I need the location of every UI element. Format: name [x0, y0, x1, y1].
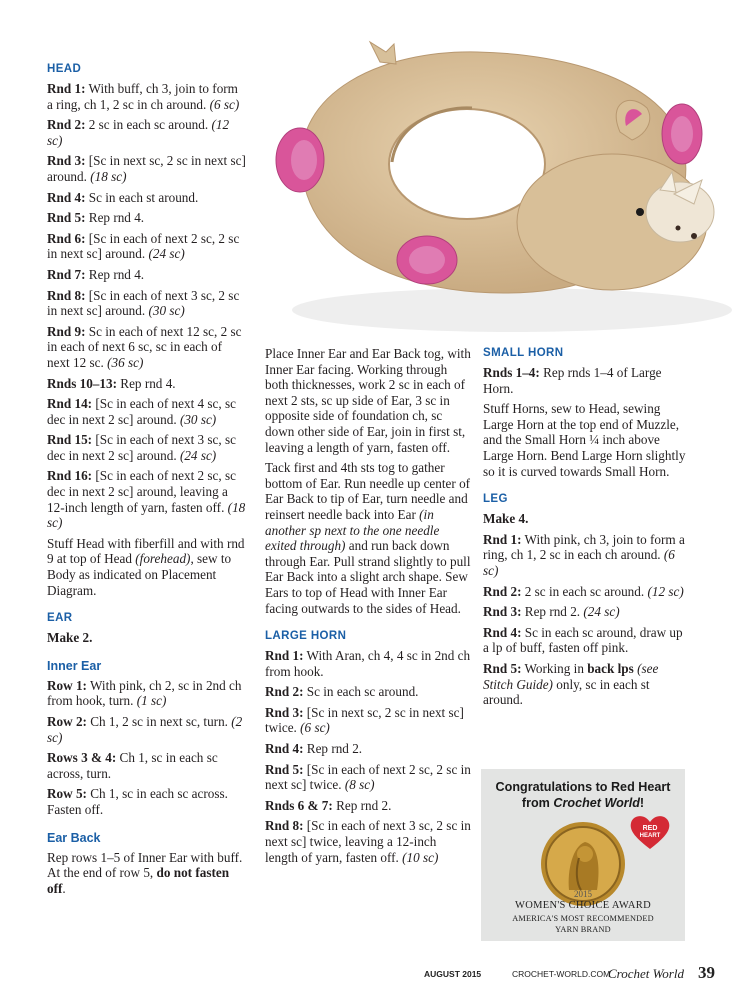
award-line-1: AMERICA'S MOST RECOMMENDED: [512, 914, 654, 923]
head-rnd-4: Rnd 4: Sc in each st around.: [47, 189, 199, 205]
inner-ear-row-2: Row 2: Ch 1, 2 sc in next sc, turn. (2 sc): [47, 714, 243, 745]
head-rnd-7: Rnd 7: Rep rnd 4.: [47, 266, 145, 282]
head-rnd-16: Rnd 16: [Sc in each of next 2 sc, sc dec in next 2 sc] around, leaving a 12-inch length of yarn, fasten off. (18 sc): [47, 468, 246, 531]
red-heart-logo-icon: [629, 813, 671, 851]
award-line-2: YARN BRAND: [555, 925, 611, 934]
section-heading-ear: EAR: [47, 612, 73, 625]
ear-place-instructions: Place Inner Ear and Ear Back tog, with Inner Ear facing. Working through both thicknesses, work 2 sc in each of next 2 sts, sc up side of Ear, 3 sc in opposite side of foundation ch, sc down other side of Ear, join in first st, leaving a length of yarn, fasten off.: [265, 346, 471, 455]
svg-text:HEART: HEART: [639, 833, 661, 839]
large-horn-rnd-5: Rnd 5: [Sc in each of next 2 sc, 2 sc in next sc] twice. (8 sc): [265, 761, 471, 793]
section-heading-leg: LEG: [483, 493, 508, 506]
crochet-rhino-ring-photo: [262, 22, 750, 340]
head-rnd-1: Rnd 1: With buff, ch 3, join to form a ring, ch 1, 2 sc in ch around. (6 sc): [47, 81, 240, 112]
large-horn-rnd-8: Rnd 8: [Sc in each of next 3 sc, 2 sc in next sc] twice, leaving a 12-inch length of yarn, fasten off. (10 sc): [265, 818, 471, 865]
footer-site: CROCHET-WORLD.COM: [512, 969, 611, 979]
column-left: [47, 62, 247, 901]
inner-ear-row-1: Row 1: With pink, ch 2, sc in 2nd ch from hook, turn. (1 sc): [47, 677, 242, 709]
head-rnd-3: Rnd 3: [Sc in next sc, 2 sc in next sc] around. (18 sc): [47, 153, 246, 184]
column-right: [483, 346, 691, 713]
head-rnd-5: Rnd 5: Rep rnd 4.: [47, 210, 145, 226]
leg-rnd-1: Rnd 1: With pink, ch 3, join to form a ring, ch 1, 2 sc in each ch around. (6 sc): [483, 531, 685, 578]
page-footer: [0, 963, 750, 986]
award-advertisement: [481, 769, 685, 941]
head-rnd-15: Rnd 15: [Sc in each of next 3 sc, sc dec in next 2 sc] around. (24 sc): [47, 432, 236, 463]
large-horn-rnd-3: Rnd 3: [Sc in next sc, 2 sc in next sc] twice. (6 sc): [265, 704, 464, 736]
large-horn-rnds-6-7: Rnds 6 & 7: Rep rnd 2.: [265, 797, 392, 813]
svg-text:RED: RED: [642, 825, 658, 832]
column-middle: [265, 346, 471, 870]
section-heading-small-horn: SMALL HORN: [483, 347, 564, 359]
subheading-ear-back: Ear Back: [47, 830, 101, 845]
award-year: 2015: [574, 889, 592, 899]
ear-make: Make 2.: [47, 630, 93, 646]
leg-rnd-4: Rnd 4: Sc in each sc around, draw up a lp of buff, fasten off pink.: [483, 624, 683, 656]
head-rnds-10-13: Rnds 10–13: Rep rnd 4.: [47, 375, 176, 391]
head-rnd-9: Rnd 9: Sc in each of next 12 sc, 2 sc in each of next 6 sc, sc in each of next 12 sc. (36 sc): [47, 323, 242, 370]
leg-rnd-2: Rnd 2: 2 sc in each sc around. (12 sc): [483, 583, 684, 599]
head-rnd-8: Rnd 8: [Sc in each of next 3 sc, 2 sc in next sc] around. (30 sc): [47, 287, 240, 319]
footer-date: AUGUST 2015: [424, 969, 482, 979]
large-horn-rnd-2: Rnd 2: Sc in each sc around.: [265, 684, 419, 700]
page-number: 39: [698, 963, 715, 982]
large-horn-rnd-4: Rnd 4: Rep rnd 2.: [265, 741, 363, 757]
ear-back-text: Rep rows 1–5 of Inner Ear with buff. At the end of row 5, do not fasten off.: [47, 849, 243, 896]
small-horn-rnds-1-4: Rnds 1–4: Rep rnds 1–4 of Large Horn.: [483, 365, 662, 396]
ear-tack-instructions: Tack first and 4th sts tog to gather bottom of Ear. Run needle up center of Ear Back to tip of Ear, turn needle and reinsert needle back into Ear (in another sp next to the one needle exited through) and run back down through Ear. Pull strand slightly to pull Ear Back into a slight arch shape. Sew Ears to top of Head with Inner Ear facing outwards to the sides of Head.: [265, 460, 471, 616]
subheading-inner-ear: Inner Ear: [47, 658, 102, 673]
inner-ear-rows-3-4: Rows 3 & 4: Ch 1, sc in each sc across, turn.: [47, 750, 218, 781]
head-stuff-instructions: Stuff Head with fiberfill and with rnd 9 at top of Head (forehead), sew to Body as indicated on Placement Diagram.: [47, 535, 245, 598]
award-name: WOMEN'S CHOICE AWARD: [515, 900, 651, 911]
inner-ear-row-5: Row 5: Ch 1, sc in each sc across. Fasten off.: [47, 786, 228, 817]
section-heading-head: HEAD: [47, 63, 82, 75]
leg-make: Make 4.: [483, 511, 529, 527]
small-horn-stuff: Stuff Horns, sew to Head, sewing Large Horn at the top end of Muzzle, and the Small Horn ¼ inch above Large Horn. Bend Large Horn slightly so it is curved towards Small Horn.: [483, 401, 686, 479]
head-rnd-6: Rnd 6: [Sc in each of next 2 sc, 2 sc in next sc] around. (24 sc): [47, 230, 240, 262]
ad-title: Congratulations to Red Heart from Crochet World!: [495, 780, 671, 810]
section-heading-large-horn: LARGE HORN: [265, 630, 347, 643]
head-rnd-14: Rnd 14: [Sc in each of next 4 sc, sc dec in next 2 sc] around. (30 sc): [47, 396, 236, 427]
leg-rnd-3: Rnd 3: Rep rnd 2. (24 sc): [483, 604, 620, 620]
head-rnd-2: Rnd 2: 2 sc in each sc around. (12 sc): [47, 117, 230, 148]
leg-rnd-5: Rnd 5: Working in back lps (see Stitch Guide) only, sc in each st around.: [483, 660, 659, 708]
large-horn-rnd-1: Rnd 1: With Aran, ch 4, 4 sc in 2nd ch from hook.: [265, 648, 471, 679]
footer-magazine: Crochet World: [608, 966, 684, 981]
